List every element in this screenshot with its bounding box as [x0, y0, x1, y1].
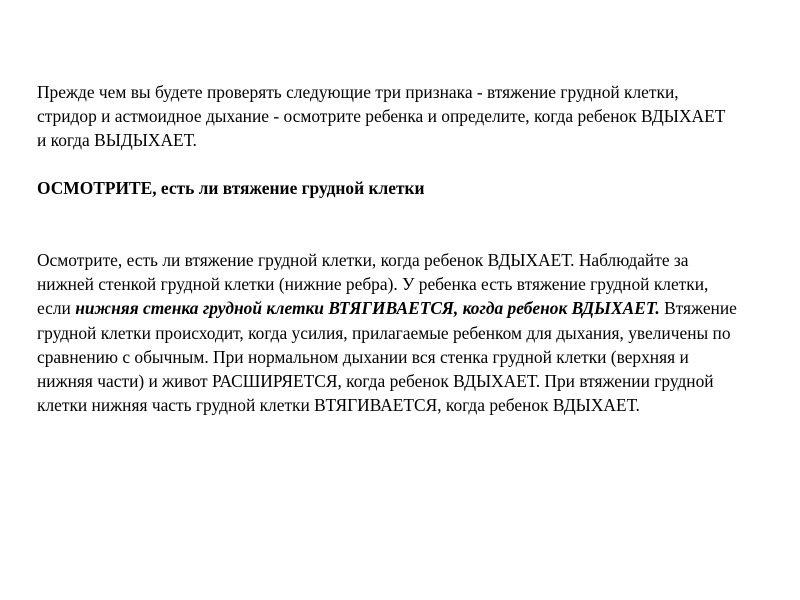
body-text-part2: Втяжение грудной клетки происходит, когда усилия, прилагаемые ребенком для дыхания, увеличены по сравнению с обычным. При нормальном дыхании вся стенка грудной клетки (верхняя и нижняя части) и живот РАСШИРЯЕТСЯ, когда ребенок ВДЫХАЕТ. При втяжении грудной клетки нижняя часть грудной клетки ВТЯГИВАЕТСЯ, когда ребенок ВДЫХАЕТ. [37, 298, 737, 416]
intro-paragraph: Прежде чем вы будете проверять следующие три признака - втяжение грудной клетки, стридор и астмоидное дыхание - осмотрите ребенка и определите, когда ребенок ВДЫХАЕТ и когда ВЫДЫХАЕТ. [37, 82, 726, 151]
body-emphasis: нижняя стенка грудной клетки ВТЯГИВАЕТСЯ, когда ребенок ВДЫХАЕТ. [75, 298, 660, 319]
body-paragraph [37, 248, 737, 417]
body-text-part1: Осмотрите, есть ли втяжение грудной клетки, когда ребенок ВДЫХАЕТ. Наблюдайте за нижней стенкой грудной клетки (нижние ребра). У ребенка есть втяжение грудной клетки, если [37, 250, 709, 319]
section-heading: ОСМОТРИТЕ, есть ли втяжение грудной клетки [37, 178, 425, 198]
